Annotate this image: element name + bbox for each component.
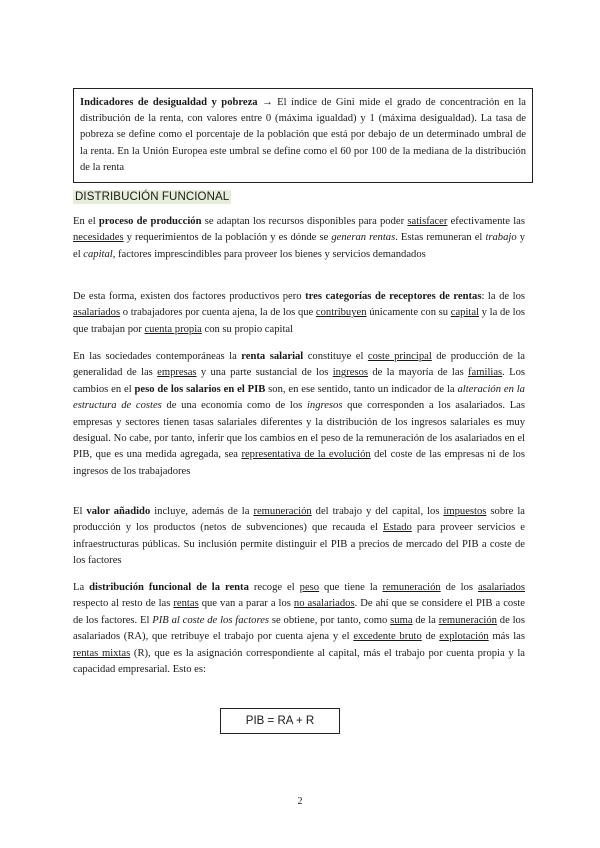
gdp-formula-box: PIB = RA + R [220, 708, 340, 734]
page-number: 2 [297, 796, 303, 807]
section-heading: DISTRIBUCIÓN FUNCIONAL [75, 191, 230, 203]
box-title: Indicadores de desigualdad y pobreza [80, 97, 258, 108]
box-text: El índice de Gini mide el grado de concentración en la distribución de la renta, con valores entre 0 (máxima igualdad) y 1 (máxima desigualdad). La tasa de pobreza se define como el porcentaje de la población que está por debajo de un determinado umbral de la renta. En la Unión Europea este umbral se define como el 60 por 100 de la mediana de la distribución de la renta [80, 97, 527, 173]
inequality-indicators-box [73, 88, 533, 183]
paragraph-value-added: El valor añadido incluye, además de la remuneración del trabajo y del capital, los impuestos sobre la producción y los productos (netos de subvenciones) que recauda el Estado para proveer servicios e infraestructuras públicas. Su inclusión permite distinguir el PIB a precios de mercado del PIB a coste de los factores [73, 506, 525, 567]
paragraph-production-process: En el proceso de producción se adaptan los recursos disponibles para poder satisfacer efectivamente las necesidades y requerimientos de la población y es dónde se generan rentas. Estas remuneran el trabajo y el capital, factores imprescindibles para proveer los bienes y servicios demandados [73, 216, 526, 260]
paragraph-wage-income: En las sociedades contemporáneas la renta salarial constituye el coste principal de producción de la generalidad de las empresas y una parte sustancial de los ingresos de la mayoría de las familias. Los cambios en el peso de los salarios en el PIB son, en ese sentido, tanto un indicador de la alteración en la estructura de costes de una economía como de los ingresos que corresponden a los asalariados. Las empresas y sectores tienen tasas salariales diferentes y la distribución de los ingresos salariales es muy desigual. No cabe, por tanto, inferir que los cambios en el peso de la remuneración de los asalariados en el PIB, que es una medida agregada, sea representativa de la evolución del coste de las empresas ni de los ingresos de los trabajadores [73, 351, 526, 477]
paragraph-functional-distribution: La distribución funcional de la renta recoge el peso que tiene la remuneración de los asalariados respecto al resto de las rentas que van a parar a los no asalariados. De ahí que se considere el PIB a coste de los factores. El PIB al coste de los factores se obtiene, por tanto, como suma de la remuneración de los asalariados (RA), que retribuye el trabajo por cuenta ajena y el excedente bruto de explotación más las rentas mixtas (R), que es la asignación correspondiente al capital, más el trabajo por cuenta propia y la capacidad empresarial. Esto es: [73, 582, 526, 676]
paragraph-income-categories: De esta forma, existen dos factores productivos pero tres categorías de receptores de rentas: la de los asalariados o trabajadores por cuenta ajena, la de los que contribuyen únicamente con su capital y la de los que trabajan por cuenta propia con su propio capital [73, 291, 526, 335]
arrow-icon: → [262, 97, 273, 108]
